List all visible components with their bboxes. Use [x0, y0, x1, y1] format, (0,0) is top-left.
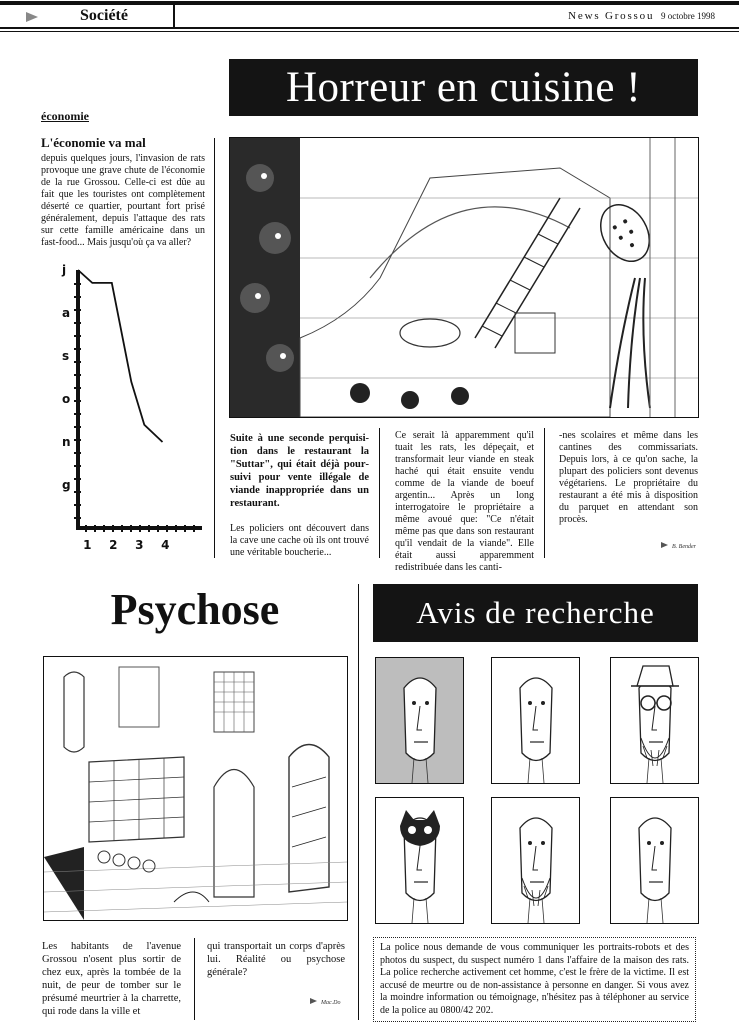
header-top-rule — [0, 1, 739, 5]
section-label: Société — [80, 7, 128, 24]
chart-x-tick-label: 4 — [161, 538, 170, 552]
psychose-headline: Psychose — [110, 585, 280, 634]
suspect-portrait — [610, 797, 699, 924]
economy-body: depuis quelques jours, l'invasion de rats provoque une grave chute de l'économie de la rue Grossou. Celle-ci est dûe au fait que les touristes ont complètement déserté ce quartier, pourtant fort prisé généralement, depuis l'attaque des rats sur cette famille américaine dans un fast-food... Mais jusqu'où ça va aller? — [41, 153, 205, 248]
main-article-signature — [661, 535, 696, 553]
chart-y-tick-label: n — [62, 435, 71, 449]
kitchen-drawing — [230, 138, 698, 417]
main-headline-text: Horreur en cuisine ! — [285, 64, 642, 111]
suspect-portrait — [610, 657, 699, 784]
economy-column-divider — [214, 138, 215, 558]
issue-date: 9 octobre 1998 — [661, 11, 715, 21]
psychose-col1-body: Les habitants de l'avenue Grossou n'osent plus sortir de chez eux, après la tombée de la nuit, de peur de tomber sur le présumé meurtrier à la charrette, qui rode dans la ville et — [42, 941, 181, 1017]
main-article-col2-body: Ce serait là apparemment qu'il tuait les rats, les dépeçait, et transformait leur viande en steak haché qui était ensuite vendu comme de la viande de boeuf argentin... Après un long interrogatoire le propriétaire a même avoué que: "Ce n'était même pas que dans son restaurant qu'il vendait de la viande". Elle était aussi apparemment redistribuée dans les canti- — [395, 430, 534, 573]
psychose-signature-name: Mac.Do — [321, 1000, 341, 1006]
economy-kicker: économie — [41, 109, 89, 123]
psychose-col-divider — [194, 938, 195, 1020]
signature-arrow-icon — [661, 542, 668, 548]
suspect-portrait — [375, 797, 464, 924]
chart-y-tick-label: a — [62, 306, 71, 320]
chart-y-tick-label: g — [62, 478, 71, 492]
suspect-portrait — [491, 797, 580, 924]
wanted-notice: La police nous demande de vous communiquer les portraits-robots et des photos du suspect, du suspect numéro 1 dans l'affaire de la maison des rats. La police recherche activement cet homme, c'est le frère de la victime. Il est accusé de meurtre ou de non-assistance à personne en danger. Si vous avez la moindre information ou témoignage, n'hésitez pas à téléphoner au service de la police au 0800/42 202. — [373, 937, 696, 1022]
header-divider — [173, 5, 175, 27]
chart-axes — [76, 270, 202, 528]
economy-chart — [44, 258, 204, 562]
suspect-portrait — [375, 657, 464, 784]
economy-title: L'économie va mal — [41, 135, 146, 150]
chart-x-tick-label: 3 — [135, 538, 144, 552]
street-illustration — [43, 656, 348, 921]
chart-y-tick-label: o — [62, 392, 71, 406]
header-bottom-rule-2 — [0, 31, 739, 32]
chart-y-tick-label: j — [62, 263, 67, 277]
chart-x-tick-label: 1 — [83, 538, 92, 552]
main-headline — [229, 59, 698, 116]
main-article-lead: Suite à une seconde perquisition dans le restaurant la "Suttar", qui était déjà poursuivi pour vente illégale de viande inappropriée dans un restaurant. — [230, 433, 369, 509]
wanted-headline — [373, 584, 698, 642]
chart-series-line — [78, 270, 163, 442]
play-arrow-icon — [26, 12, 38, 22]
main-article-col1-body: Les policiers ont découvert dans la cave une cache où ils ont trouvé une véritable boucherie... — [230, 523, 369, 558]
psychose-signature — [310, 991, 341, 1009]
header-bottom-rule — [0, 27, 739, 29]
suspect-portrait — [491, 657, 580, 784]
main-col-divider-1 — [379, 428, 380, 558]
street-drawing — [44, 657, 347, 920]
wanted-headline-text: Avis de recherche — [416, 595, 655, 630]
kitchen-illustration — [229, 137, 699, 418]
main-article-col3-body: -nes scolaires et même dans les cantines des commissariats. Depuis lors, à ce qu'on sache, la plupart des policiers sont devenus végétariens. Le propriétaire du restaurant a été mis à disposition du parquet en attendant son procès. — [559, 430, 698, 525]
chart-y-tick-label: s — [62, 349, 70, 363]
chart-x-tick-label: 2 — [109, 538, 118, 552]
main-article-signature-name: B. Bender — [672, 544, 696, 550]
main-col-divider-2 — [544, 428, 545, 558]
psychose-col2-body: qui transportait un corps d'après lui. Réalité ou psychose générale? — [207, 941, 345, 978]
paper-name: News Grossou — [568, 10, 655, 22]
masthead — [568, 10, 715, 22]
bottom-section-divider — [358, 584, 359, 1020]
signature-arrow-icon — [310, 998, 317, 1004]
